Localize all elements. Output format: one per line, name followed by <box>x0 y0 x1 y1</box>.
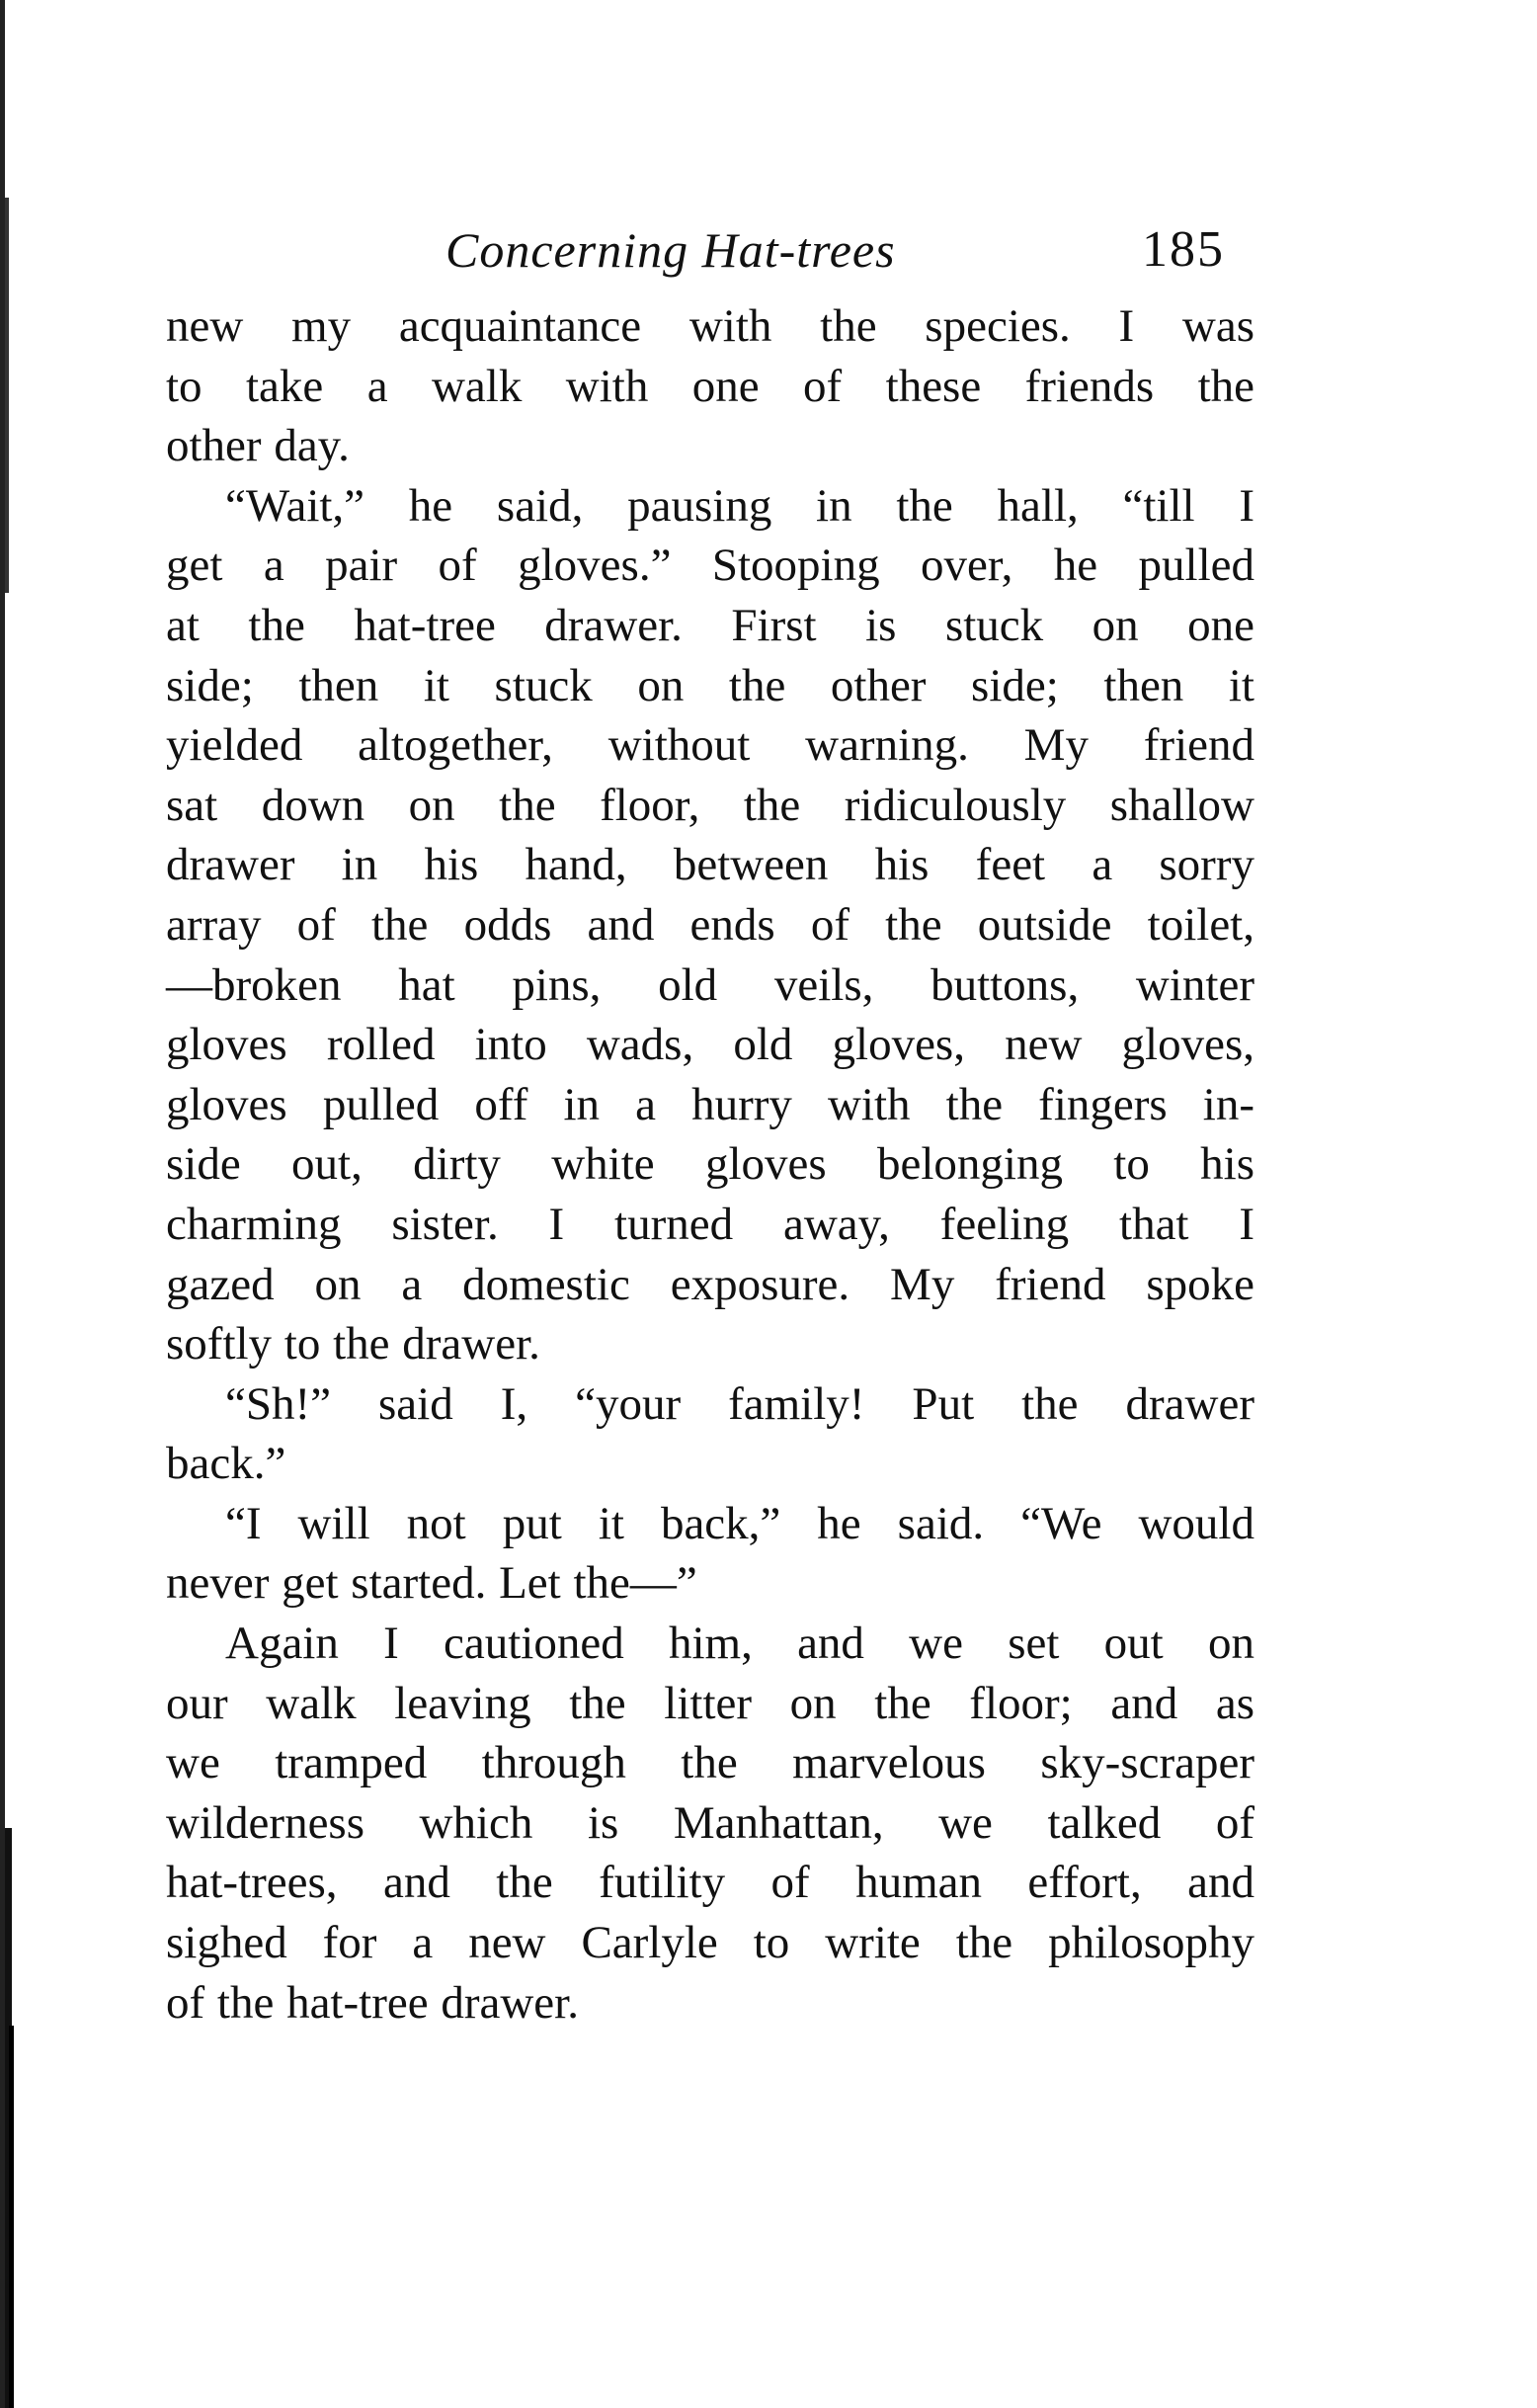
text-line: sighed for a new Carlyle to write the philosophy <box>166 1917 1254 1969</box>
text-line: side; then it stuck on the other side; then it <box>166 659 1254 711</box>
text-line: Again I cautioned him, and we set out on <box>225 1618 1254 1670</box>
text-line: hat-trees, and the futility of human effort, and <box>166 1857 1254 1909</box>
text-line: at the hat-tree drawer. First is stuck on one <box>166 599 1254 651</box>
text-line: gloves rolled into wads, old gloves, new gloves, <box>166 1019 1254 1071</box>
text-line: drawer in his hand, between his feet a sorry <box>166 839 1254 891</box>
text-line: array of the odds and ends of the outside toilet, <box>166 898 1254 951</box>
text-line: sat down on the floor, the ridiculously shallow <box>166 779 1254 831</box>
scan-binding-edge <box>0 0 16 2408</box>
text-line: our walk leaving the litter on the floor; and as <box>166 1677 1254 1729</box>
text-line: new my acquaintance with the species. I was <box>166 300 1254 352</box>
text-line: “Sh!” said I, “your family! Put the drawer <box>225 1377 1254 1430</box>
text-line: to take a walk with one of these friends the <box>166 360 1254 412</box>
book-page <box>166 215 1254 2033</box>
text-line: side out, dirty white gloves belonging to his <box>166 1138 1254 1191</box>
body-text <box>166 296 1254 2033</box>
running-head <box>166 215 1254 296</box>
text-line: gazed on a domestic exposure. My friend spoke <box>166 1258 1254 1310</box>
text-line: of the hat-tree drawer. <box>166 1976 579 2029</box>
page-number: 185 <box>1142 221 1225 278</box>
text-line: wilderness which is Manhattan, we talked of <box>166 1796 1254 1849</box>
text-line: softly to the drawer. <box>166 1318 540 1370</box>
text-line: gloves pulled off in a hurry with the fingers in- <box>166 1078 1254 1130</box>
running-title: Concerning Hat-trees <box>445 222 896 278</box>
text-line: we tramped through the marvelous sky-scraper <box>166 1737 1254 1789</box>
text-line: back.” <box>166 1438 286 1490</box>
text-line: never get started. Let the—” <box>166 1557 697 1610</box>
text-line: get a pair of gloves.” Stooping over, he pulled <box>166 540 1254 592</box>
text-line: —broken hat pins, old veils, buttons, winter <box>166 958 1254 1011</box>
text-line: “Wait,” he said, pausing in the hall, “till I <box>225 479 1254 532</box>
text-line: charming sister. I turned away, feeling that I <box>166 1198 1254 1250</box>
text-line: yielded altogether, without warning. My friend <box>166 719 1254 772</box>
text-line: “I will not put it back,” he said. “We would <box>225 1497 1254 1549</box>
text-line: other day. <box>166 420 350 472</box>
